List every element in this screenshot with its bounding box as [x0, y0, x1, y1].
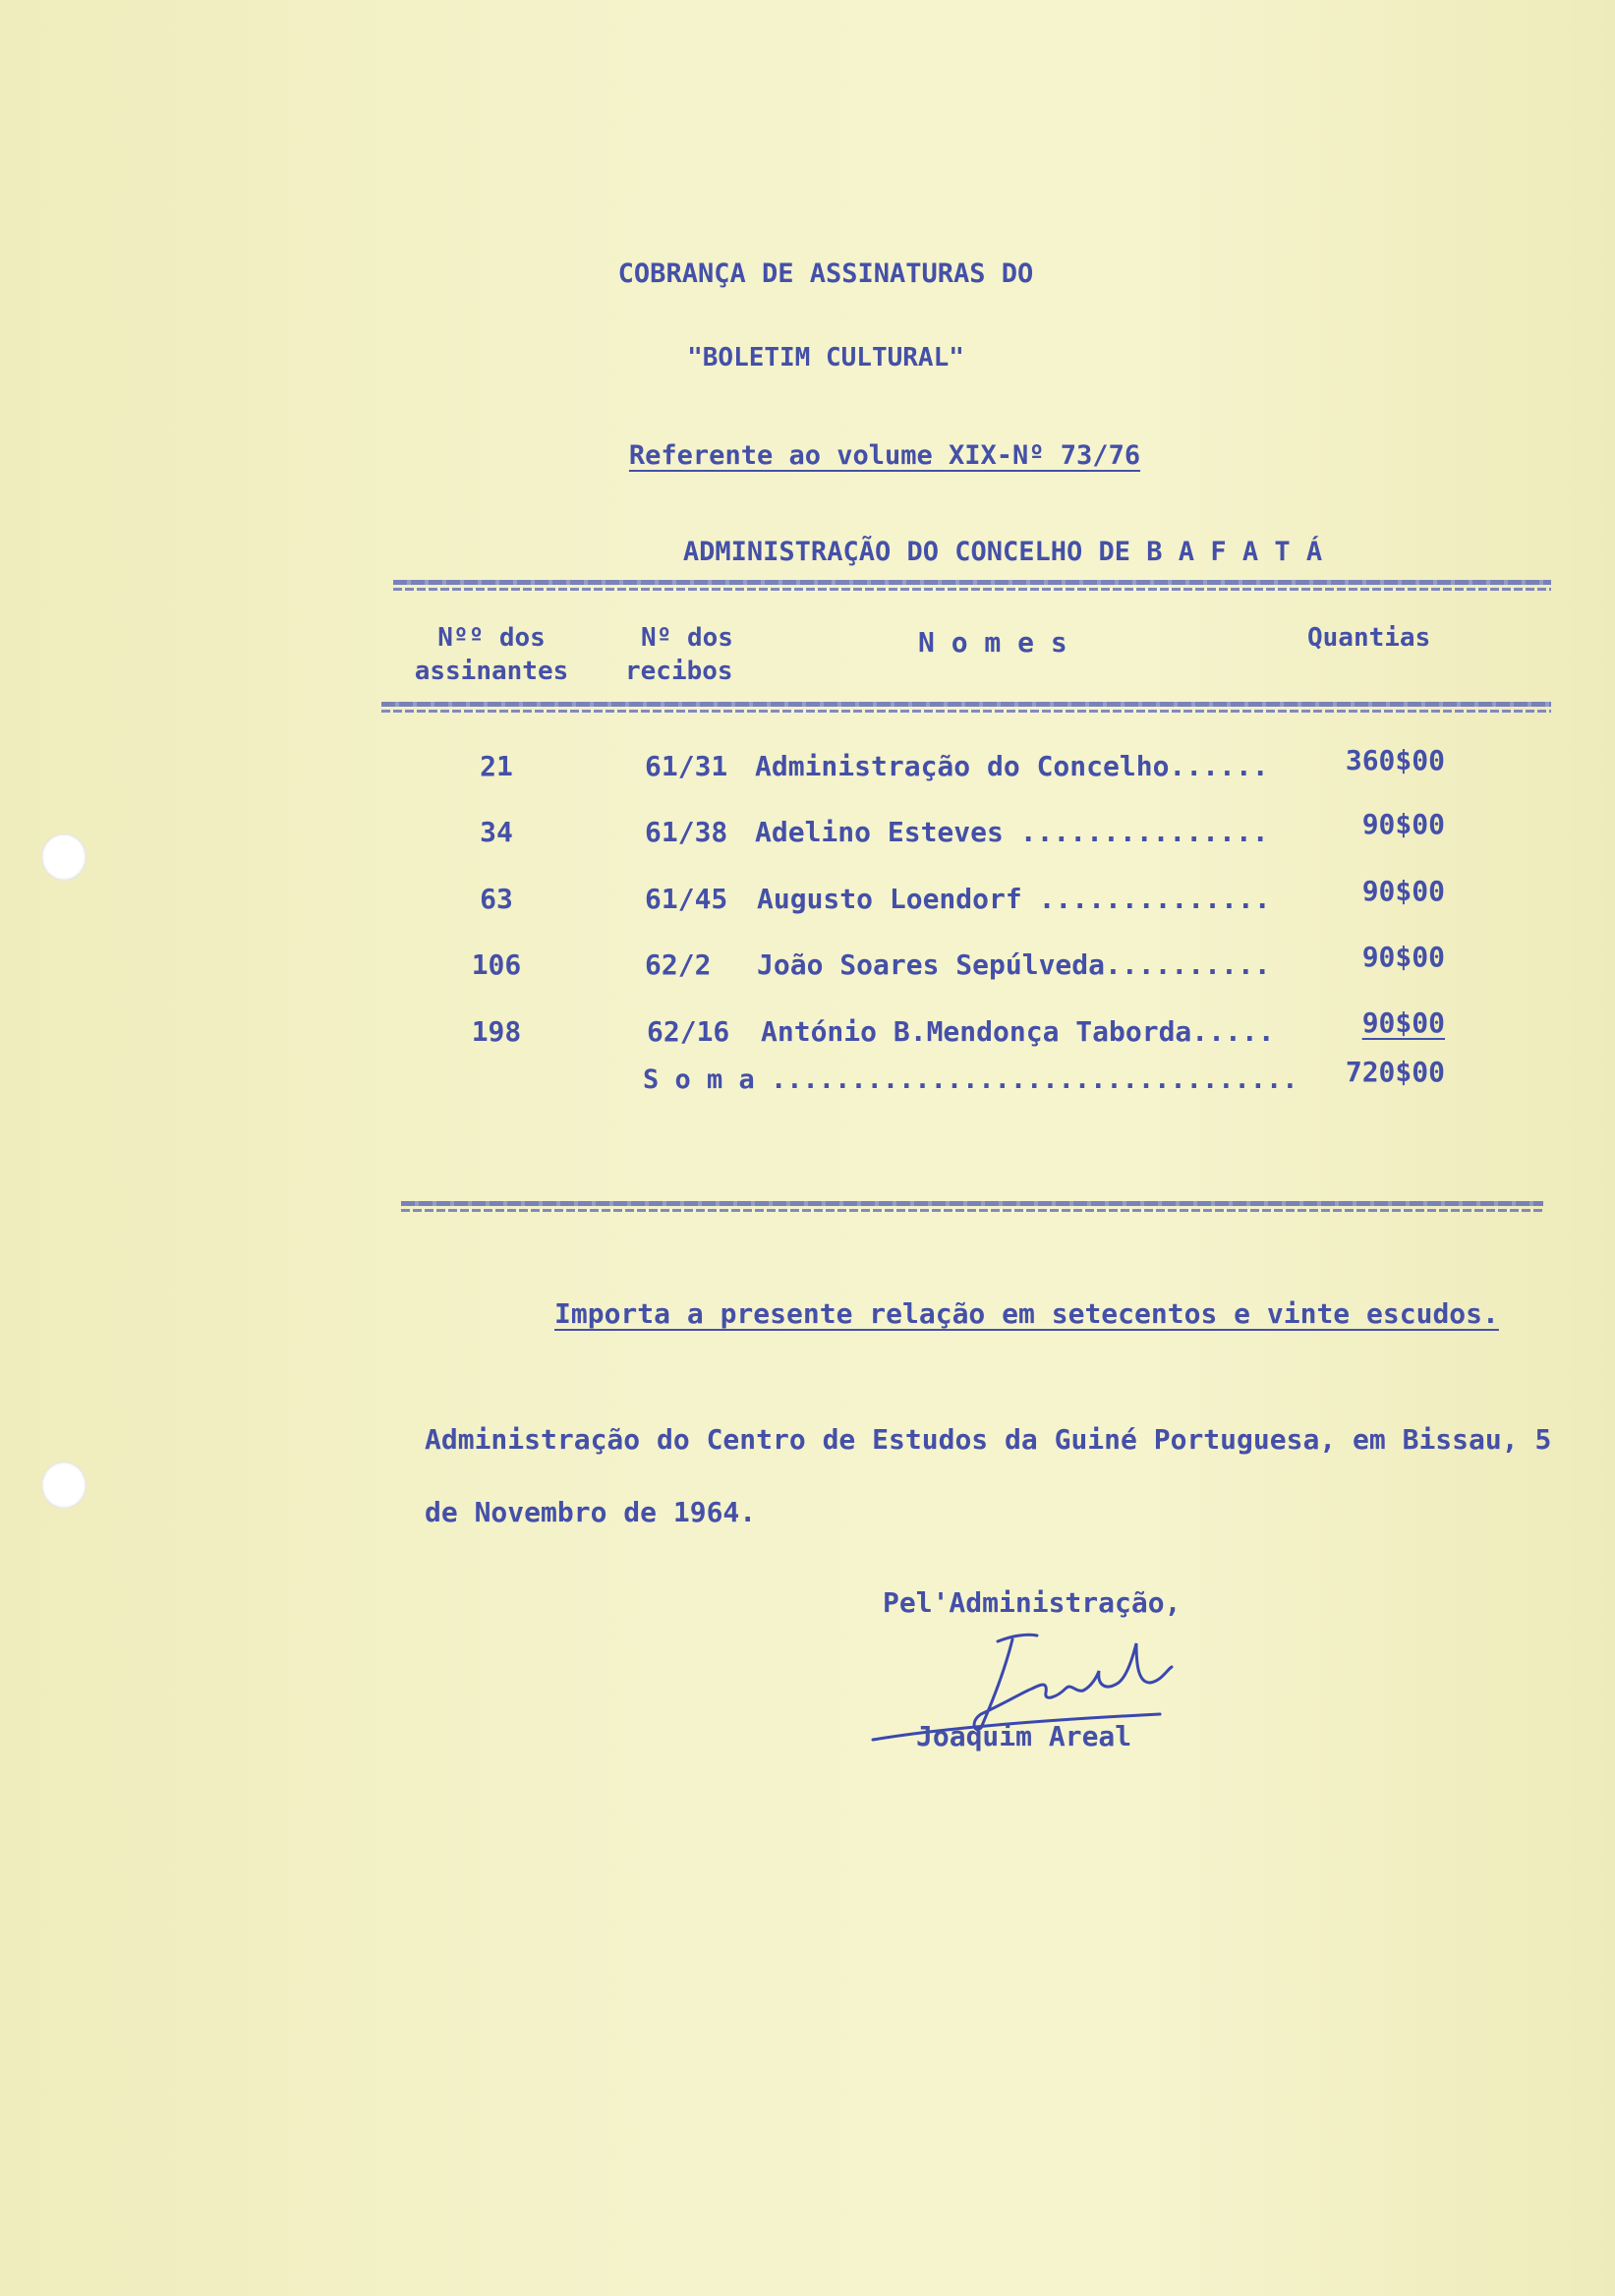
- document-title: COBRANÇA DE ASSINATURAS DO: [617, 258, 1034, 289]
- signer-name: Joaquim Areal: [916, 1720, 1132, 1752]
- row-amount: 90$00: [1361, 1006, 1445, 1039]
- punch-hole-bottom: [41, 1462, 87, 1509]
- administration-heading: ADMINISTRAÇÃO DO CONCELHO DE B A F A T Á: [682, 537, 1323, 567]
- row-subscriber-number: 21: [480, 750, 513, 782]
- row-receipt-number: 61/45: [645, 883, 728, 915]
- row-name: António B.Mendonça Taborda.....: [761, 1015, 1275, 1048]
- row-amount: 90$00: [1361, 941, 1445, 973]
- row-name: Administração do Concelho......: [755, 750, 1269, 782]
- punch-hole-top: [41, 833, 87, 881]
- row-receipt-number: 62/16: [647, 1015, 730, 1048]
- col-header-receipts-line1: Nº dos: [641, 623, 733, 653]
- sum-amount: 720$00: [1345, 1056, 1445, 1088]
- col-header-subscribers-line1: Nºº dos: [437, 623, 546, 653]
- col-header-amounts: Quantias: [1307, 623, 1431, 653]
- table-header-rule: [381, 702, 1551, 707]
- row-amount: 360$00: [1345, 744, 1445, 776]
- total-statement: Importa a presente relação em setecentos e vinte escudos.: [554, 1297, 1499, 1330]
- row-amount: 90$00: [1361, 808, 1445, 840]
- row-subscriber-number: 63: [480, 883, 513, 915]
- place-date-line2: de Novembro de 1964.: [425, 1496, 757, 1528]
- row-subscriber-number: 106: [471, 948, 522, 981]
- place-date-line1: Administração do Centro de Estudos da Guiné Portuguesa, em Bissau, 5: [425, 1423, 1552, 1456]
- table-top-rule: [393, 580, 1551, 585]
- col-header-subscribers-line2: assinantes: [414, 657, 569, 686]
- row-subscriber-number: 198: [471, 1015, 522, 1048]
- document-subtitle: "BOLETIM CULTURAL": [687, 343, 964, 373]
- col-header-receipts-line2: recibos: [625, 657, 733, 686]
- sum-label: S o m a .................................: [643, 1064, 1298, 1095]
- row-name: Adelino Esteves ...............: [755, 816, 1269, 848]
- volume-reference: Referente ao volume XIX-Nº 73/76: [628, 440, 1141, 471]
- row-amount: 90$00: [1361, 875, 1445, 907]
- row-receipt-number: 62/2: [645, 948, 712, 981]
- col-header-names: N o m e s: [918, 626, 1067, 659]
- row-name: Augusto Loendorf ..............: [757, 883, 1271, 915]
- col-header-subscribers: [403, 621, 580, 688]
- row-receipt-number: 61/31: [645, 750, 728, 782]
- col-header-receipts: [625, 621, 733, 688]
- row-receipt-number: 61/38: [645, 816, 728, 848]
- table-bottom-rule: [401, 1201, 1543, 1206]
- signoff: Pel'Administração,: [883, 1586, 1182, 1619]
- row-subscriber-number: 34: [480, 816, 513, 848]
- row-name: João Soares Sepúlveda..........: [757, 948, 1271, 981]
